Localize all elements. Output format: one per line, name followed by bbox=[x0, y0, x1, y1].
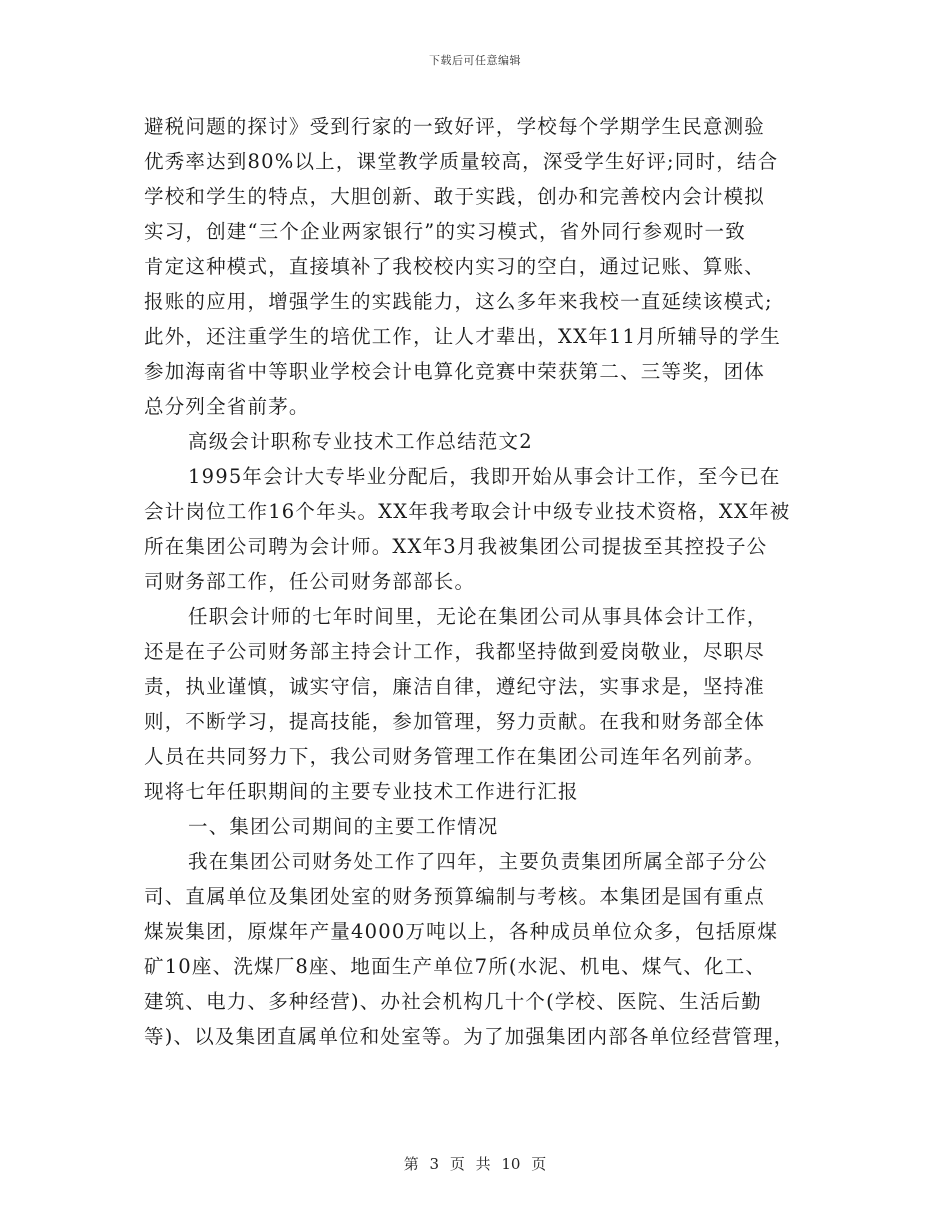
text-line: 现将七年任职期间的主要专业技术工作进行汇报 bbox=[144, 780, 579, 803]
text-line: 司、直属单位及集团处室的财务预算编制与考核。本集团是国有重点 bbox=[144, 885, 766, 908]
text-line: 肯定这种模式，直接填补了我校校内实习的空白，通过记账、算账、 bbox=[144, 255, 766, 278]
text-line: 学校和学生的特点，大胆创新、敢于实践，创办和完善校内会计模拟 bbox=[144, 185, 766, 208]
text-line: 还是在子公司财务部主持会计工作，我都坚持做到爱岗敬业，尽职尽 bbox=[144, 640, 766, 663]
text-line: 优秀率达到80%以上，课堂教学质量较高，深受学生好评;同时，结合 bbox=[144, 150, 779, 173]
text-line: 避税问题的探讨》受到行家的一致好评，学校每个学期学生民意测验 bbox=[144, 115, 766, 138]
text-line: 参加海南省中等职业学校会计电算化竞赛中荣获第二、三等奖，团体 bbox=[144, 360, 766, 383]
text-line: 我在集团公司财务处工作了四年，主要负责集团所属全部子分公 bbox=[188, 850, 768, 873]
text-line: 建筑、电力、多种经营)、办社会机构几十个(学校、医院、生活后勤 bbox=[144, 990, 762, 1013]
text-line: 所在集团公司聘为会计师。XX年3月我被集团公司提拔至其控投子公 bbox=[144, 535, 768, 558]
text-line: 此外，还注重学生的培优工作，让人才辈出，XX年11月所辅导的学生 bbox=[144, 325, 781, 348]
text-line: 1995年会计大专毕业分配后，我即开始从事会计工作，至今已在 bbox=[188, 465, 781, 488]
text-line: 会计岗位工作16个年头。XX年我考取会计中级专业技术资格，XX年被 bbox=[144, 500, 791, 523]
page-footer: 第 3 页 共 10 页 bbox=[403, 1155, 547, 1173]
text-line: 总分列全省前茅。 bbox=[144, 395, 310, 418]
document-body bbox=[144, 110, 820, 1055]
text-line: 任职会计师的七年时间里，无论在集团公司从事具体会计工作， bbox=[188, 605, 768, 628]
page-header: 下载后可任意编辑 bbox=[429, 54, 521, 67]
section-title: 高级会计职称专业技术工作总结范文2 bbox=[188, 430, 533, 453]
text-line: 煤炭集团，原煤年产量4000万吨以上，各种成员单位众多，包括原煤 bbox=[144, 920, 779, 943]
text-line: 实习，创建“三个企业两家银行”的实习模式，省外同行参观时一致 bbox=[144, 220, 746, 243]
section-heading: 一、集团公司期间的主要工作情况 bbox=[188, 815, 499, 838]
text-line: 则，不断学习，提高技能，参加管理，努力贡献。在我和财务部全体 bbox=[144, 710, 766, 733]
text-line: 人员在共同努力下，我公司财务管理工作在集团公司连年名列前茅。 bbox=[144, 745, 766, 768]
text-line: 矿10座、洗煤厂8座、地面生产单位7所(水泥、机电、煤气、化工、 bbox=[144, 955, 767, 978]
text-line: 司财务部工作，任公司财务部部长。 bbox=[144, 570, 476, 593]
text-line: 报账的应用，增强学生的实践能力，这么多年来我校一直延续该模式; bbox=[144, 290, 773, 313]
text-line: 责，执业谨慎，诚实守信，廉洁自律，遵纪守法，实事求是，坚持准 bbox=[144, 675, 766, 698]
text-line: 等)、以及集团直属单位和处室等。为了加强集团内部各单位经营管理， bbox=[144, 1025, 795, 1048]
